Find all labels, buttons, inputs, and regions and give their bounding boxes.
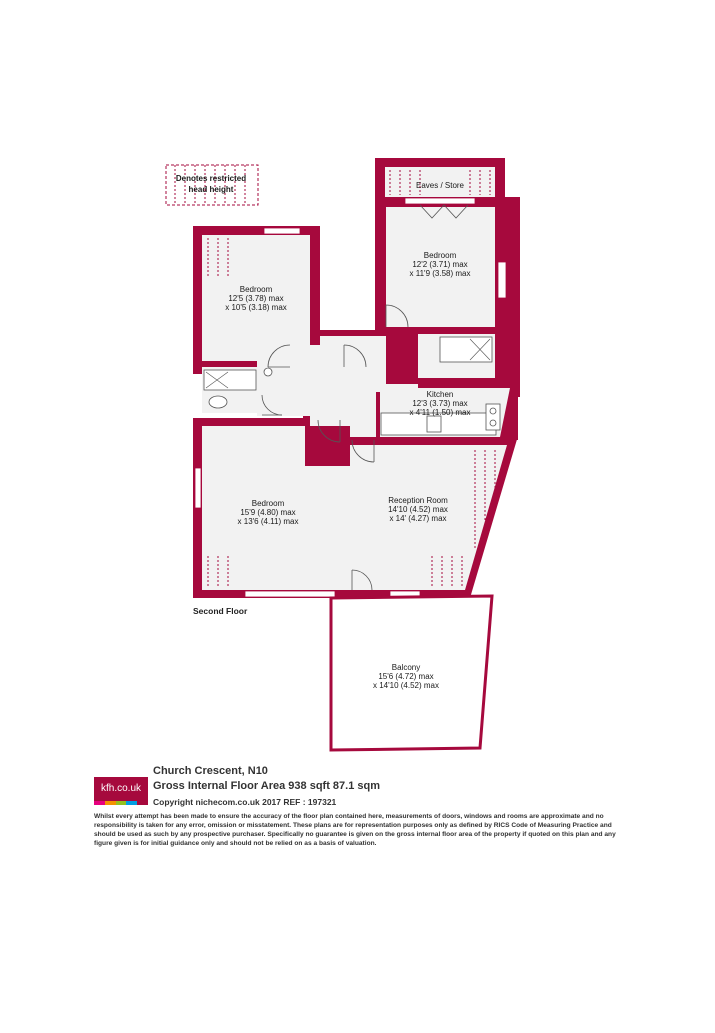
logo-bar-5 [137,801,148,805]
logo-bar-2 [105,801,116,805]
kfh-logo [94,777,148,805]
bedroom-bottom-name: Bedroom [251,499,285,508]
floor-label: Second Floor [193,606,248,616]
legend-line1: Denotes restricted [175,174,247,183]
logo-bar-1 [94,801,105,805]
kitchen-dim2: x 4'11 (1.50) max [409,408,471,417]
reception-dim2: x 14' (4.27) max [389,514,447,523]
restricted-head-height-legend [166,165,258,205]
kitchen-name: Kitchen [426,390,454,399]
property-address: Church Crescent, N10 [153,765,268,777]
copyright-text: Copyright nichecom.co.uk 2017 REF : 197321 [153,797,337,807]
reception-dim1: 14'10 (4.52) max [388,505,448,514]
eaves-label: Eaves / Store [415,181,465,190]
kitchen-dim1: 12'3 (3.73) max [412,399,468,408]
balcony-name: Balcony [391,663,421,672]
bedroom-top-right-dim1: 12'2 (3.71) max [412,260,468,269]
disclaimer-text: Whilst every attempt has been made to ensure the accuracy of the floor plan contained here, measurements of doors, windows and rooms are approximate and no responsibility is taken for any error, omission or misstatement. These plans are for representation purposes only as defined by RICS Code of Measuring Practice and should be used as such by any prospective purchaser. Specifically no guarantee is given on the gross internal floor area of the property if quoted on this plan and any figure given is for initial guidance only and should not be relied on as a basis of valuation. [94,813,616,847]
logo-bar-3 [116,801,127,805]
balcony-dim1: 15'6 (4.72) max [378,672,434,681]
legend-line2: head height [188,185,234,194]
bedroom-top-left-dim1: 12'5 (3.78) max [228,294,284,303]
reception-name: Reception Room [388,496,448,505]
logo-bar-4 [126,801,137,805]
logo-text: kfh.co.uk [100,783,142,794]
bedroom-top-right-dim2: x 11'9 (3.58) max [409,269,471,278]
logo-color-bars [94,801,148,805]
bedroom-bottom-dim2: x 13'6 (4.11) max [237,517,299,526]
bedroom-top-left-name: Bedroom [239,285,273,294]
bedroom-top-left-dim2: x 10'5 (3.18) max [225,303,287,312]
bedroom-bottom-dim1: 15'9 (4.80) max [240,508,296,517]
balcony-dim2: x 14'10 (4.52) max [372,681,440,690]
bedroom-top-right-name: Bedroom [423,251,457,260]
floor-area: Gross Internal Floor Area 938 sqft 87.1 sqm [153,780,381,792]
